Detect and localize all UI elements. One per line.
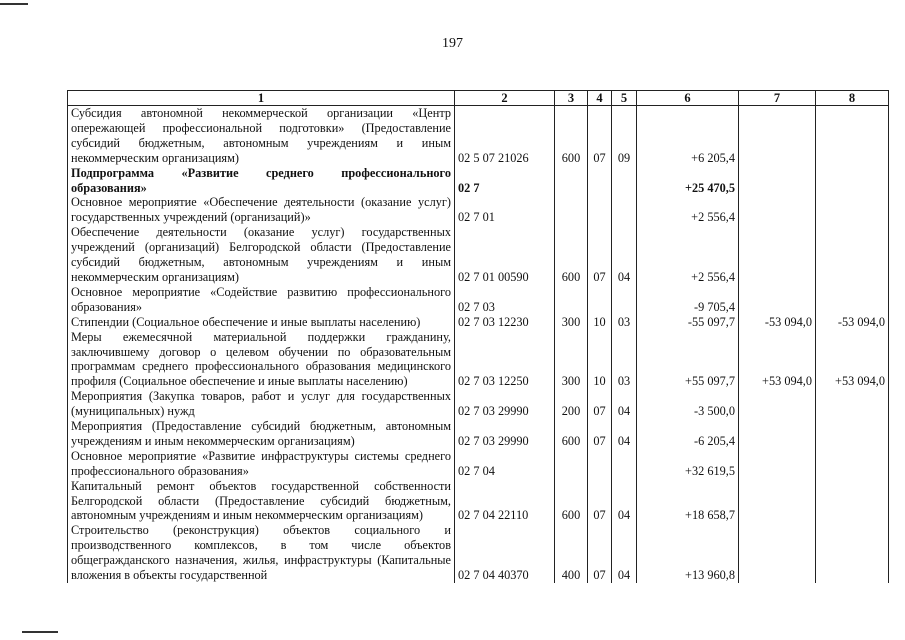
row-col-4: 07	[588, 106, 612, 166]
table-row	[68, 166, 889, 196]
row-col-3: 300	[555, 315, 588, 330]
row-code: 02 7 01 00590	[455, 225, 555, 285]
row-col-8	[816, 106, 889, 166]
row-name: Капитальный ремонт объектов государственной собственности Белгородской области (Предоставление субсидий бюджетным, автономным учреждениям и иным некоммерческим организациям)	[68, 479, 455, 524]
row-col-6: +32 619,5	[637, 449, 739, 479]
row-col-4: 10	[588, 330, 612, 390]
table-row	[68, 449, 889, 479]
row-col-5: 03	[612, 330, 637, 390]
row-col-8	[816, 285, 889, 315]
row-name: Обеспечение деятельности (оказание услуг) государственных учреждений (организаций) Белгородской области (Предоставление субсидий бюджетным, автономным учреждениям и иным некоммерческим организациям)	[68, 225, 455, 285]
row-col-5: 04	[612, 225, 637, 285]
table-row	[68, 523, 889, 583]
row-col-6: +18 658,7	[637, 479, 739, 524]
row-col-3: 600	[555, 225, 588, 285]
row-col-6: +6 205,4	[637, 106, 739, 166]
row-col-5: 04	[612, 523, 637, 583]
header-col-7: 7	[739, 91, 816, 106]
table-row	[68, 195, 889, 225]
row-col-4: 07	[588, 225, 612, 285]
row-name: Основное мероприятие «Обеспечение деятельности (оказание услуг) государственных учреждений (организаций)»	[68, 195, 455, 225]
row-code: 02 7 03 29990	[455, 389, 555, 419]
row-col-5: 03	[612, 315, 637, 330]
row-col-3: 400	[555, 523, 588, 583]
row-col-3	[555, 449, 588, 479]
row-col-6: -9 705,4	[637, 285, 739, 315]
row-code: 02 7 03 12230	[455, 315, 555, 330]
row-col-6: +13 960,8	[637, 523, 739, 583]
row-name: Субсидия автономной некоммерческой организации «Центр опережающей профессиональной подготовки» (Предоставление субсидий бюджетным, автономным учреждениям и иным некоммерческим организациям)	[68, 106, 455, 166]
row-col-7	[739, 419, 816, 449]
page-number: 197	[442, 36, 463, 51]
row-col-8: +53 094,0	[816, 330, 889, 390]
row-name: Подпрограмма «Развитие среднего профессионального образования»	[68, 166, 455, 196]
row-col-7	[739, 195, 816, 225]
row-col-6: +2 556,4	[637, 225, 739, 285]
row-col-6: -55 097,7	[637, 315, 739, 330]
row-col-3	[555, 166, 588, 196]
row-col-4	[588, 449, 612, 479]
row-col-3: 600	[555, 106, 588, 166]
budget-table	[67, 90, 889, 583]
row-col-8	[816, 195, 889, 225]
row-col-7: +53 094,0	[739, 330, 816, 390]
row-code: 02 7 04 40370	[455, 523, 555, 583]
row-col-7	[739, 449, 816, 479]
row-col-4	[588, 195, 612, 225]
row-name: Основное мероприятие «Содействие развитию профессионального образования»	[68, 285, 455, 315]
row-col-6: +2 556,4	[637, 195, 739, 225]
table-row	[68, 285, 889, 315]
table-header-row	[68, 91, 889, 106]
row-name: Мероприятия (Закупка товаров, работ и услуг для государственных (муниципальных) нужд	[68, 389, 455, 419]
row-col-5: 09	[612, 106, 637, 166]
row-col-4	[588, 166, 612, 196]
row-name: Меры ежемесячной материальной поддержки гражданину, заключившему договор о целевом обучении по образовательным программам среднего профессионального образования медицинского профиля (Социальное обеспечение и иные выплаты населению)	[68, 330, 455, 390]
row-col-4: 07	[588, 479, 612, 524]
row-name: Основное мероприятие «Развитие инфраструктуры системы среднего профессионального образования»	[68, 449, 455, 479]
header-col-6: 6	[637, 91, 739, 106]
table-row	[68, 479, 889, 524]
row-col-7	[739, 389, 816, 419]
row-col-6: +55 097,7	[637, 330, 739, 390]
row-col-8	[816, 166, 889, 196]
table-row	[68, 315, 889, 330]
row-col-4: 07	[588, 389, 612, 419]
header-col-2: 2	[455, 91, 555, 106]
row-col-4	[588, 285, 612, 315]
row-col-7	[739, 106, 816, 166]
row-col-8	[816, 479, 889, 524]
header-col-4: 4	[588, 91, 612, 106]
row-code: 02 7 03	[455, 285, 555, 315]
row-col-6: +25 470,5	[637, 166, 739, 196]
row-code: 02 7 04	[455, 449, 555, 479]
row-col-8	[816, 449, 889, 479]
row-col-3: 200	[555, 389, 588, 419]
row-col-3: 600	[555, 479, 588, 524]
row-code: 02 7 03 29990	[455, 419, 555, 449]
row-col-3	[555, 195, 588, 225]
header-col-5: 5	[612, 91, 637, 106]
header-col-3: 3	[555, 91, 588, 106]
row-col-5	[612, 285, 637, 315]
row-col-5	[612, 166, 637, 196]
row-code: 02 5 07 21026	[455, 106, 555, 166]
row-col-7	[739, 166, 816, 196]
row-col-8	[816, 523, 889, 583]
row-name: Строительство (реконструкция) объектов социального и производственного комплексов, в том числе объектов общегражданского назначения, жилья, инфраструктуры (Капитальные вложения в объекты государственной	[68, 523, 455, 583]
table-row	[68, 389, 889, 419]
row-col-7	[739, 523, 816, 583]
row-code: 02 7 04 22110	[455, 479, 555, 524]
row-code: 02 7	[455, 166, 555, 196]
row-name: Мероприятия (Предоставление субсидий бюджетным, автономным учреждениям и иным некоммерческим организациям)	[68, 419, 455, 449]
row-name: Стипендии (Социальное обеспечение и иные выплаты населению)	[68, 315, 455, 330]
table-row	[68, 419, 889, 449]
row-col-6: -6 205,4	[637, 419, 739, 449]
row-col-5: 04	[612, 419, 637, 449]
row-col-3	[555, 285, 588, 315]
header-col-8: 8	[816, 91, 889, 106]
row-col-4: 07	[588, 419, 612, 449]
row-col-7	[739, 479, 816, 524]
row-col-5: 04	[612, 479, 637, 524]
row-col-4: 10	[588, 315, 612, 330]
row-col-7	[739, 285, 816, 315]
row-code: 02 7 01	[455, 195, 555, 225]
scan-edge-mark-bottom	[22, 631, 58, 633]
scan-edge-mark-top	[0, 3, 28, 5]
table-row	[68, 225, 889, 285]
row-code: 02 7 03 12250	[455, 330, 555, 390]
row-col-7	[739, 225, 816, 285]
row-col-5	[612, 449, 637, 479]
row-col-3: 300	[555, 330, 588, 390]
row-col-6: -3 500,0	[637, 389, 739, 419]
table-row	[68, 330, 889, 390]
table-row	[68, 106, 889, 166]
row-col-8: -53 094,0	[816, 315, 889, 330]
row-col-8	[816, 389, 889, 419]
row-col-4: 07	[588, 523, 612, 583]
row-col-5	[612, 195, 637, 225]
row-col-7: -53 094,0	[739, 315, 816, 330]
row-col-3: 600	[555, 419, 588, 449]
row-col-8	[816, 225, 889, 285]
row-col-8	[816, 419, 889, 449]
row-col-5: 04	[612, 389, 637, 419]
header-col-1: 1	[68, 91, 455, 106]
